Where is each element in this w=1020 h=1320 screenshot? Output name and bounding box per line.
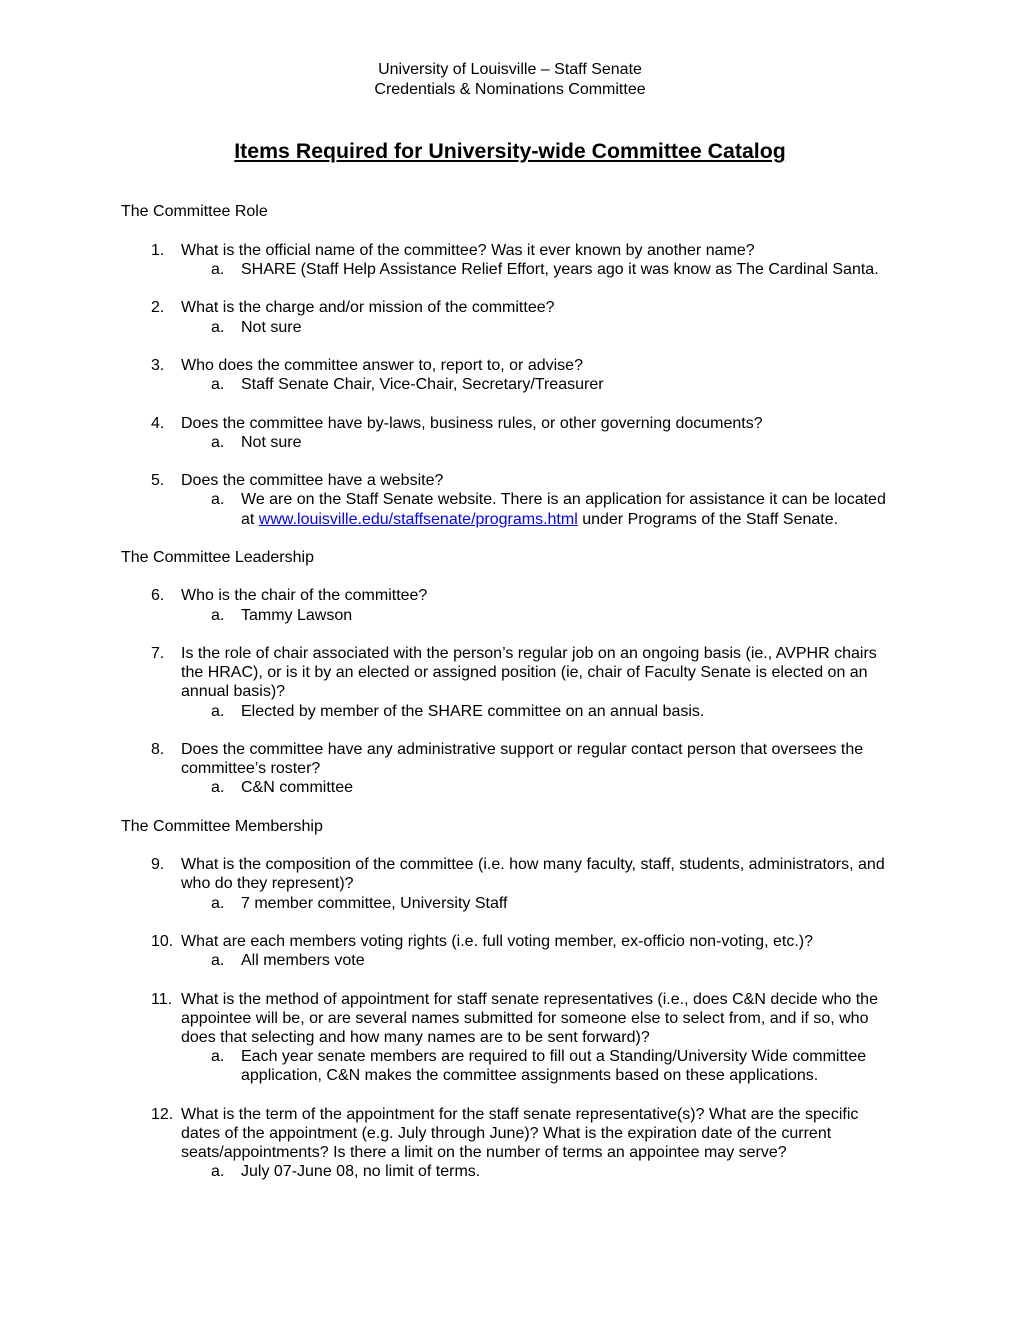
question-number: 3. [151,356,165,374]
answer-text: Tammy Lawson [241,606,353,624]
document-body [121,202,921,1200]
section-heading: The Committee Leadership [121,548,314,566]
answer-letter: a. [211,894,225,912]
list-item [121,414,921,452]
question [121,241,901,260]
question-text: What is the composition of the committee (i.e. how many faculty, staff, students, administrators, and who do they represent)? [181,856,885,893]
answer-text: All members vote [241,952,365,970]
question-number: 4. [151,414,165,432]
answer-letter: a. [211,433,225,451]
question [121,298,901,317]
question-number: 12. [151,1105,174,1123]
list-item [121,241,921,279]
answer [121,606,901,625]
header-line-2: Credentials & Nominations Committee [374,80,646,98]
question [121,586,901,605]
question-number: 2. [151,299,165,317]
answer [121,1162,901,1181]
question-number: 10. [151,932,174,950]
question-number: 5. [151,472,165,490]
question-text: Is the role of chair associated with the person’s regular job on an ongoing basis (ie., AVPHR chairs the HRAC), or is it by an elected or assigned position (ie, chair of Faculty Senate is elected on an annual basis)? [181,644,877,701]
answer-letter: a. [211,491,225,509]
header-line-1: University of Louisville – Staff Senate [378,61,642,79]
question-text: What is the term of the appointment for the staff senate representative(s)? What are the specific dates of the appointment (e.g. July through June)? What is the expiration date of the current seats/appointments? Is there a limit on the number of terms an appointee may serve? [181,1105,859,1162]
document-title: Items Required for University-wide Committee Catalog [234,139,786,163]
list-item [121,1105,921,1182]
question [121,644,901,702]
answer [121,894,901,913]
answer-letter: a. [211,779,225,797]
question-text: What are each members voting rights (i.e. full voting member, ex-officio non-voting, etc.)? [181,932,813,950]
answer-text: 7 member committee, University Staff [241,894,508,912]
question [121,471,901,490]
question [121,414,901,433]
list-item [121,740,921,798]
answer-letter: a. [211,1163,225,1181]
answer-letter: a. [211,1048,225,1066]
answer [121,433,901,452]
answer-text: We are on the Staff Senate website. There is an application for assistance it can be located at [241,491,886,528]
answer [121,951,901,970]
answer-text: SHARE (Staff Help Assistance Relief Effort, years ago it was know as The Cardinal Santa. [241,260,879,278]
answer [121,260,901,279]
list-item [121,932,921,970]
answer-text: July 07-June 08, no limit of terms. [241,1163,481,1181]
answer-text: Staff Senate Chair, Vice-Chair, Secretary/Treasurer [241,376,604,394]
answer-letter: a. [211,952,225,970]
question-text: Who is the chair of the committee? [181,587,428,605]
question-text: Does the committee have any administrative support or regular contact person that oversees the committee’s roster? [181,740,864,778]
list-item [121,586,921,624]
question-text: What is the official name of the committee? Was it ever known by another name? [181,241,755,259]
question-number: 11. [151,990,173,1008]
answer-text: Each year senate members are required to fill out a Standing/University Wide committee application, C&N makes the committee assignments based on these applications. [241,1048,867,1085]
question [121,855,901,893]
list-item [121,855,921,913]
question-number: 7. [151,644,165,662]
answer [121,318,901,337]
question-number: 6. [151,587,165,605]
question [121,932,901,951]
answer-letter: a. [211,702,225,720]
question-text: Who does the committee answer to, report to, or advise? [181,356,583,374]
answer-letter: a. [211,260,225,278]
question-number: 9. [151,856,165,874]
answer-letter: a. [211,606,225,624]
answer-text: C&N committee [241,779,354,797]
answer [121,1047,901,1085]
list-item [121,644,921,721]
list-item [121,298,921,336]
answer-text: Not sure [241,433,302,451]
answer-text: Elected by member of the SHARE committee on an annual basis. [241,702,705,720]
question-text: What is the method of appointment for staff senate representatives (i.e., does C&N decide who the appointee will be, or are several names submitted for someone else to select from, and if so, who does that selecting and how many names are to be sent forward)? [181,990,878,1046]
question-text: What is the charge and/or mission of the committee? [181,299,555,317]
question [121,1105,901,1163]
answer-text: Not sure [241,318,302,336]
question [121,740,901,778]
answer-letter: a. [211,376,225,394]
question-number: 1. [151,241,165,259]
section-heading: The Committee Membership [121,817,323,835]
website-link[interactable]: www.louisville.edu/staffsenate/programs.html [258,510,578,528]
answer [121,702,901,721]
list-item [121,356,921,394]
answer [121,375,901,394]
list-item [121,990,921,1086]
question-text: Does the committee have by-laws, business rules, or other governing documents? [181,414,763,432]
answer [121,778,901,797]
section-heading: The Committee Role [121,203,268,221]
question-text: Does the committee have a website? [181,472,444,490]
answer [121,490,901,528]
question [121,990,901,1048]
question-number: 8. [151,740,165,758]
answer-text-after: under Programs of the Staff Senate. [577,510,839,528]
question [121,356,901,375]
list-item [121,471,921,529]
answer-letter: a. [211,318,225,336]
